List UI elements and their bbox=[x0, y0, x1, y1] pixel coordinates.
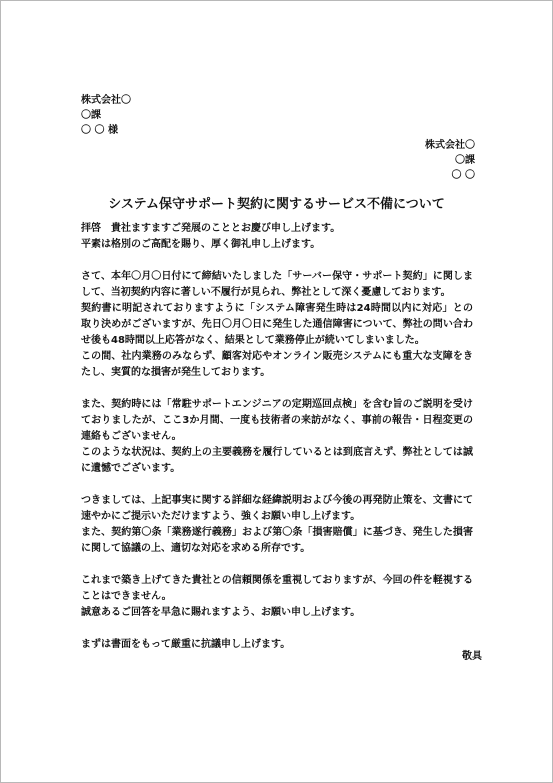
paragraph-request-explanation: つきましては、上記事実に関する詳細な経緯説明および今後の再発防止策を、文書にて速やかにご提示いただけますよう、強くお願い申し上げます。 bbox=[81, 495, 473, 522]
paragraph-protest: まずは書面をもって厳重に抗議申し上げます。 bbox=[81, 639, 291, 650]
paragraph-24h-clause: 契約書に明記されておりますように「システム障害発生時は24時間以内に対応」との取り決めがございますが、先日〇月〇日に発生した通信障害について、弊社の問い合わせ後も48時間以上応答がなく、結果として業務停止が続いてしまいました。 bbox=[81, 303, 473, 346]
sender-name: 〇 〇 bbox=[451, 170, 475, 181]
letter-body bbox=[81, 221, 473, 653]
paragraph-spacer bbox=[81, 621, 473, 637]
paragraph-regret: このような状況は、契約上の主要義務を履行しているとは到底言えず、弊社としては誠に遺憾でございます。 bbox=[81, 447, 473, 474]
letter-title: システム保守サポート契約に関するサービス不備について bbox=[108, 197, 445, 212]
paragraph-spacer bbox=[81, 477, 473, 493]
sender-company: 株式会社〇 bbox=[425, 140, 475, 151]
paragraph-sincere-reply: 誠意あるご回答を早急に賜れますよう、お願い申し上げます。 bbox=[81, 607, 361, 618]
recipient-department: 〇課 bbox=[81, 110, 101, 121]
recipient-block bbox=[81, 93, 131, 138]
sender-block bbox=[425, 138, 475, 183]
paragraph-trust: これまで築き上げてきた貴社との信頼関係を重視しておりますが、今回の件を軽視することはできません。 bbox=[81, 575, 473, 602]
paragraph-spacer bbox=[81, 253, 473, 269]
recipient-company: 株式会社〇 bbox=[81, 95, 131, 106]
paragraph-engineer-visit: また、契約時には「常駐サポートエンジニアの定期巡回点検」を含む旨のご説明を受けておりましたが、ここ3か月間、一度も技術者の来訪がなく、事前の報告・日程変更の連絡もございません。 bbox=[81, 399, 473, 442]
recipient-name: 〇 〇 様 bbox=[81, 125, 118, 136]
paragraph-compensation: また、契約第〇条「業務遂行義務」および第〇条「損害賠償」に基づき、発生した損害に関して協議の上、適切な対応を求める所存です。 bbox=[81, 527, 473, 554]
paragraph-greeting: 拝啓 貴社ますますご発展のこととお慶び申し上げます。 bbox=[81, 223, 341, 234]
paragraph-spacer bbox=[81, 381, 473, 397]
paragraph-spacer bbox=[81, 557, 473, 573]
paragraph-damage: この間、社内業務のみならず、顧客対応やオンライン販売システムにも重大な支障をきたし、実質的な損害が発生しております。 bbox=[81, 351, 473, 378]
closing-remark: 敬具 bbox=[462, 651, 482, 662]
paragraph-thanks: 平素は格別のご高配を賜り、厚く御礼申し上げます。 bbox=[81, 239, 321, 250]
sender-department: 〇課 bbox=[455, 155, 475, 166]
paragraph-contract-issue: さて、本年〇月〇日付にて締結いたしました「サーバー保守・サポート契約」に関しまして、当初契約内容に著しい不履行が見られ、弊社として深く憂慮しております。 bbox=[81, 271, 473, 298]
